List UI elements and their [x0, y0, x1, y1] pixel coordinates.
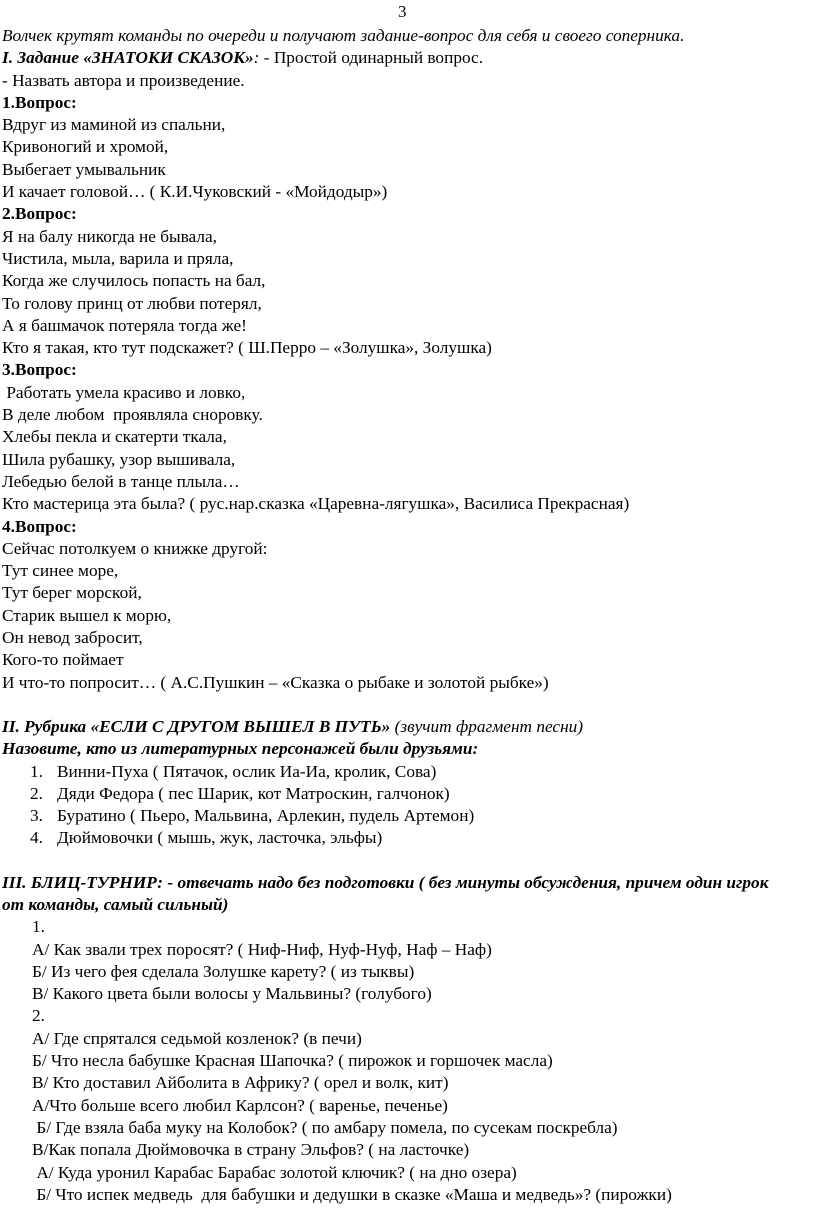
list-item [2, 761, 814, 783]
question1-line: Выбегает умывальник [2, 159, 166, 179]
section2-title: II. Рубрика «ЕСЛИ С ДРУГОМ ВЫШЕЛ В ПУТЬ» [2, 716, 391, 736]
question4-line: И что-то попросит… ( А.С.Пушкин – «Сказка о рыбаке и золотой рыбке») [2, 672, 549, 692]
question2-label: 2.Вопрос: [2, 204, 77, 224]
question3-line: Работать умела красиво и ловко, [2, 382, 246, 402]
section1-subtitle: Простой одинарный вопрос. [269, 48, 484, 68]
list-item-text: Буратино ( Пьеро, Мальвина, Арлекин, пудель Артемон) [57, 806, 475, 826]
question3-line: В деле любом проявляла сноровку. [2, 405, 263, 425]
list-item-text: Дяди Федора ( пес Шарик, кот Матроскин, галчонок) [57, 783, 450, 803]
round2-question: А/ Куда уронил Карабас Барабас золотой ключик? ( на дно озера) [32, 1162, 517, 1182]
list-item-text: Винни-Пуха ( Пятачок, ослик Иа-Иа, кролик, Сова) [57, 761, 437, 781]
question3-line: Кто мастерица эта была? ( рус.нар.сказка «Царевна-лягушка», Василиса Прекрасная) [2, 494, 630, 514]
section1-title: I. Задание «ЗНАТОКИ СКАЗОК» [2, 48, 254, 68]
section1-instruction: - Назвать автора и произведение. [2, 70, 245, 90]
question4-line: Старик вышел к морю, [2, 605, 172, 625]
question1-label: 1.Вопрос: [2, 92, 77, 112]
round2-label: 2. [32, 1006, 45, 1026]
section1-heading [2, 47, 814, 69]
round1-question: Б/ Из чего фея сделала Золушке карету? ( из тыквы) [32, 961, 415, 981]
question2-line: А я башмачок потеряла тогда же! [2, 315, 247, 335]
question2-line: Когда же случилось попасть на бал, [2, 271, 266, 291]
list-item [2, 827, 814, 849]
round2-question: В/Как попала Дюймовочка в страну Эльфов? ( на ласточке) [32, 1140, 470, 1160]
round1-question: А/ Как звали трех поросят? ( Ниф-Ниф, Нуф-Нуф, Наф – Наф) [32, 939, 492, 959]
section2-heading [2, 716, 814, 738]
list-item-number: 4. [30, 828, 43, 848]
question3-line: Хлебы пекла и скатерти ткала, [2, 427, 227, 447]
page-number: 3 [398, 2, 407, 21]
question2-line: Чистила, мыла, варила и пряла, [2, 248, 234, 268]
question1-line: И качает головой… ( К.И.Чуковский - «Мойдодыр») [2, 182, 388, 202]
question4-label: 4.Вопрос: [2, 516, 77, 536]
question1-line: Кривоногий и хромой, [2, 137, 169, 157]
list-item-number: 1. [30, 761, 43, 781]
round1-label: 1. [32, 917, 45, 937]
round1-question: В/ Какого цвета были волосы у Мальвины? (голубого) [32, 984, 432, 1004]
list-item-text: Дюймовочки ( мышь, жук, ласточка, эльфы) [57, 828, 383, 848]
question2-line: Кто я такая, кто тут подскажет? ( Ш.Перро – «Золушка», Золушка) [2, 338, 492, 358]
round2-question: Б/ Где взяла баба муку на Колобок? ( по амбару помела, по сусекам поскребла) [32, 1117, 618, 1137]
spacer [2, 850, 814, 872]
list-item-number: 3. [30, 806, 43, 826]
question4-line: Сейчас потолкуем о книжке другой: [2, 538, 268, 558]
question2-line: Я на балу никогда не бывала, [2, 226, 217, 246]
question4-line: Тут синее море, [2, 561, 119, 581]
question4-line: Он невод забросит, [2, 628, 143, 648]
section2-task: Назовите, кто из литературных персонажей были друзьями: [2, 739, 479, 759]
round2-question: А/Что больше всего любил Карлсон? ( варенье, печенье) [32, 1095, 448, 1115]
question3-line: Шила рубашку, узор вышивала, [2, 449, 236, 469]
list-item-number: 2. [30, 783, 43, 803]
round2-question: Б/ Что несла бабушке Красная Шапочка? ( пирожок и горшочек масла) [32, 1051, 553, 1071]
round2-question: Б/ Что испек медведь для бабушки и дедушки в сказке «Маша и медведь»? (пирожки) [32, 1184, 672, 1204]
question3-line: Лебедью белой в танце плыла… [2, 471, 240, 491]
question1-line: Вдруг из маминой из спальни, [2, 115, 226, 135]
question2-line: То голову принц от любви потерял, [2, 293, 262, 313]
round2-question: В/ Кто доставил Айболита в Африку? ( орел и волк, кит) [32, 1073, 449, 1093]
question3-label: 3.Вопрос: [2, 360, 77, 380]
round2-question: А/ Где спрятался седьмой козленок? (в печи) [32, 1028, 362, 1048]
question4-line: Кого-то поймает [2, 650, 124, 670]
document-body [2, 25, 814, 1206]
question4-line: Тут берег морской, [2, 583, 142, 603]
section1-title-suffix: : - [253, 48, 270, 68]
spacer [2, 694, 814, 716]
section2-note: (звучит фрагмент песни) [390, 716, 584, 736]
section3-title: III. БЛИЦ-ТУРНИР: - отвечать надо без подготовки ( без минуты обсуждения, причем один игрок от команды, самый сильный) [2, 872, 769, 914]
list-item [2, 783, 814, 805]
intro-text: Волчек крутят команды по очереди и получают задание-вопрос для себя и своего соперника. [2, 26, 685, 45]
list-item [2, 805, 814, 827]
